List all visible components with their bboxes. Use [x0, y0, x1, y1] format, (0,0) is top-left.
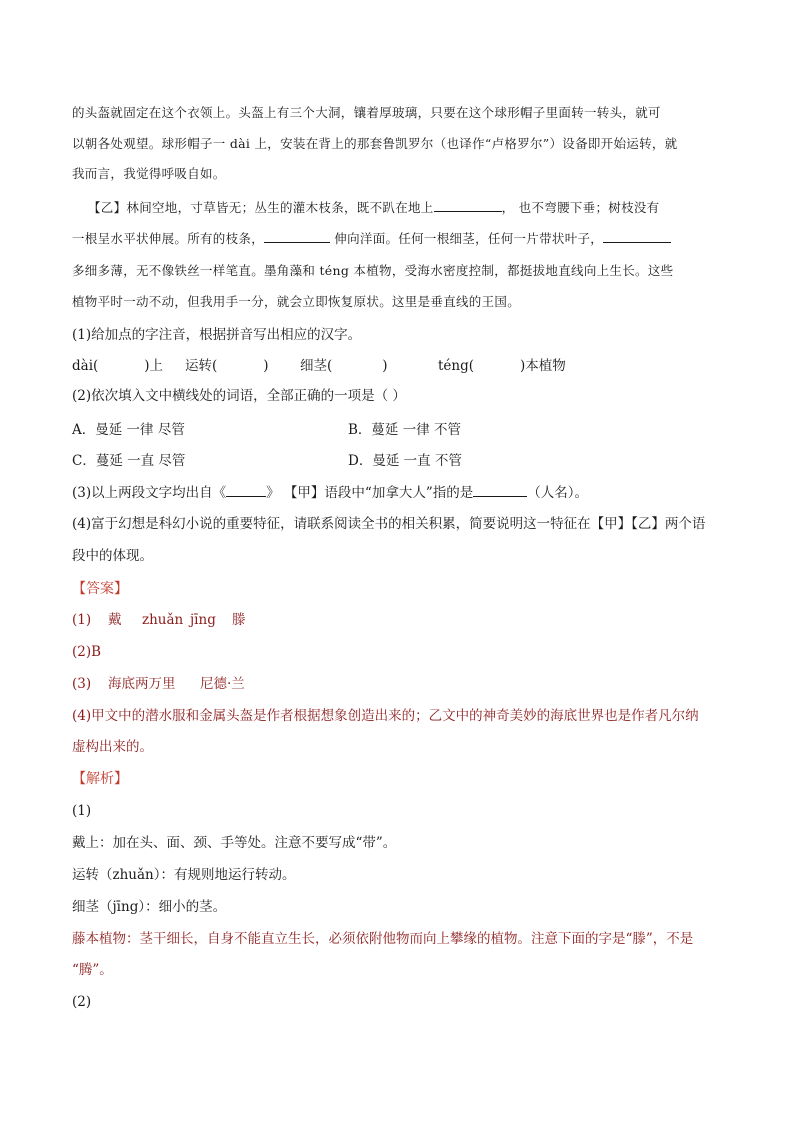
answer-4-line-1: (4)甲文中的潜水服和金属头盔是作者根据想象创造出来的；乙文中的神奇美妙的海底世界也是作者凡尔纳	[72, 708, 699, 724]
answer-1-item: 戴	[108, 612, 122, 628]
answer-4-line-2: 虚构出来的。	[72, 739, 153, 755]
q1-item-yunzhuan: 运转( )	[185, 358, 269, 374]
passage-jia-line-1: 的头盔就固定在这个衣领上。头盔上有三个大洞，镶着厚玻璃，只要在这个球形帽子里面转一转头，就可	[72, 105, 661, 120]
answer-3-item: 尼德·兰	[200, 676, 245, 692]
analysis-line-5: “腾”。	[72, 962, 113, 978]
analysis-heading: 【解析】	[72, 771, 128, 787]
answer-1-item: zhuǎn	[142, 612, 184, 628]
analysis-line-3: 细茎（jīng）：细小的茎。	[72, 899, 227, 915]
passage-yi-line-1	[88, 198, 659, 218]
blank-3	[603, 242, 671, 243]
q2-option-d: D．曼延 一直 不管	[348, 453, 462, 469]
analysis-num-2: (2)	[72, 994, 92, 1010]
question-2-stem: (2)依次填入文中横线处的词语，全部正确的一项是（ ）	[72, 388, 406, 404]
passage-yi-line-2	[72, 229, 671, 249]
analysis-line-4: 藤本植物：茎干细长，自身不能直立生长，必须依附他物而向上攀缘的植物。注意下面的字是“滕”，不是	[72, 931, 694, 947]
answer-3-item: 海底两万里	[108, 676, 176, 692]
question-3: (3)以上两段文字均出自《 》 【甲】语段中“加拿大人”指的是 （人名）。	[72, 485, 588, 501]
answer-1-num: (1)	[72, 612, 92, 628]
q1-item-xijing: 细茎( )	[300, 358, 388, 374]
q2-option-b: B．蔓延 一律 不管	[348, 422, 462, 438]
answer-1-item: jīng	[190, 612, 216, 628]
question-1-stem: (1)给加点的字注音，根据拼音写出相应的汉字。	[72, 327, 362, 343]
passage-yi-text: ， 也不弯腰下垂；树枝没有	[501, 200, 660, 215]
q2-option-c: C．蔓延 一直 尽管	[72, 453, 186, 469]
passage-yi-text: 一根呈水平状伸展。所有的枝条，	[72, 231, 265, 246]
analysis-num-1: (1)	[72, 803, 92, 819]
question-4-line-2: 段中的体现。	[72, 548, 153, 564]
answer-heading: 【答案】	[72, 581, 128, 597]
passage-yi-text: 伸向洋面。任何一根细茎，任何一片带状叶子，	[330, 231, 604, 246]
analysis-line-1: 戴上：加在头、面、颈、手等处。注意不要写成“带”。	[72, 835, 397, 851]
passage-yi-line-4: 植物平时一动不动，但我用手一分，就会立即恢复原状。这里是垂直线的王国。	[72, 294, 521, 309]
q3-blank-name	[473, 496, 527, 497]
answer-3-num: (3)	[72, 676, 92, 692]
q3-blank-book	[226, 496, 266, 497]
analysis-line-2: 运转（zhuǎn）：有规则地运行转动。	[72, 867, 296, 883]
q1-item-teng: téng( )本植物	[438, 358, 566, 374]
passage-yi-text: 【乙】林间空地，寸草皆无；丛生的灌木枝条，既不趴在地上	[88, 200, 434, 215]
blank-1	[434, 211, 502, 212]
q1-item-dai: dài( )上	[72, 358, 164, 374]
question-4-line-1: (4)富于幻想是科幻小说的重要特征，请联系阅读全书的相关积累，简要说明这一特征在【甲】【乙】两个语	[72, 516, 706, 532]
blank-2	[264, 242, 330, 243]
passage-jia-line-3: 我而言，我觉得呼吸自如。	[72, 166, 226, 181]
passage-yi-line-3: 多细多薄，无不像铁丝一样笔直。墨角藻和 téng 本植物，受海水密度控制，都挺拔地直线向上生长。这些	[72, 263, 674, 278]
answer-1-item: 滕	[232, 612, 246, 628]
q2-option-a: A．曼延 一律 尽管	[72, 422, 185, 438]
passage-jia-line-2: 以朝各处观望。球形帽子一 dài 上，安装在背上的那套鲁凯罗尔（也译作“卢格罗尔”）设备即开始运转，就	[72, 136, 678, 151]
answer-2: (2)B	[72, 644, 102, 660]
